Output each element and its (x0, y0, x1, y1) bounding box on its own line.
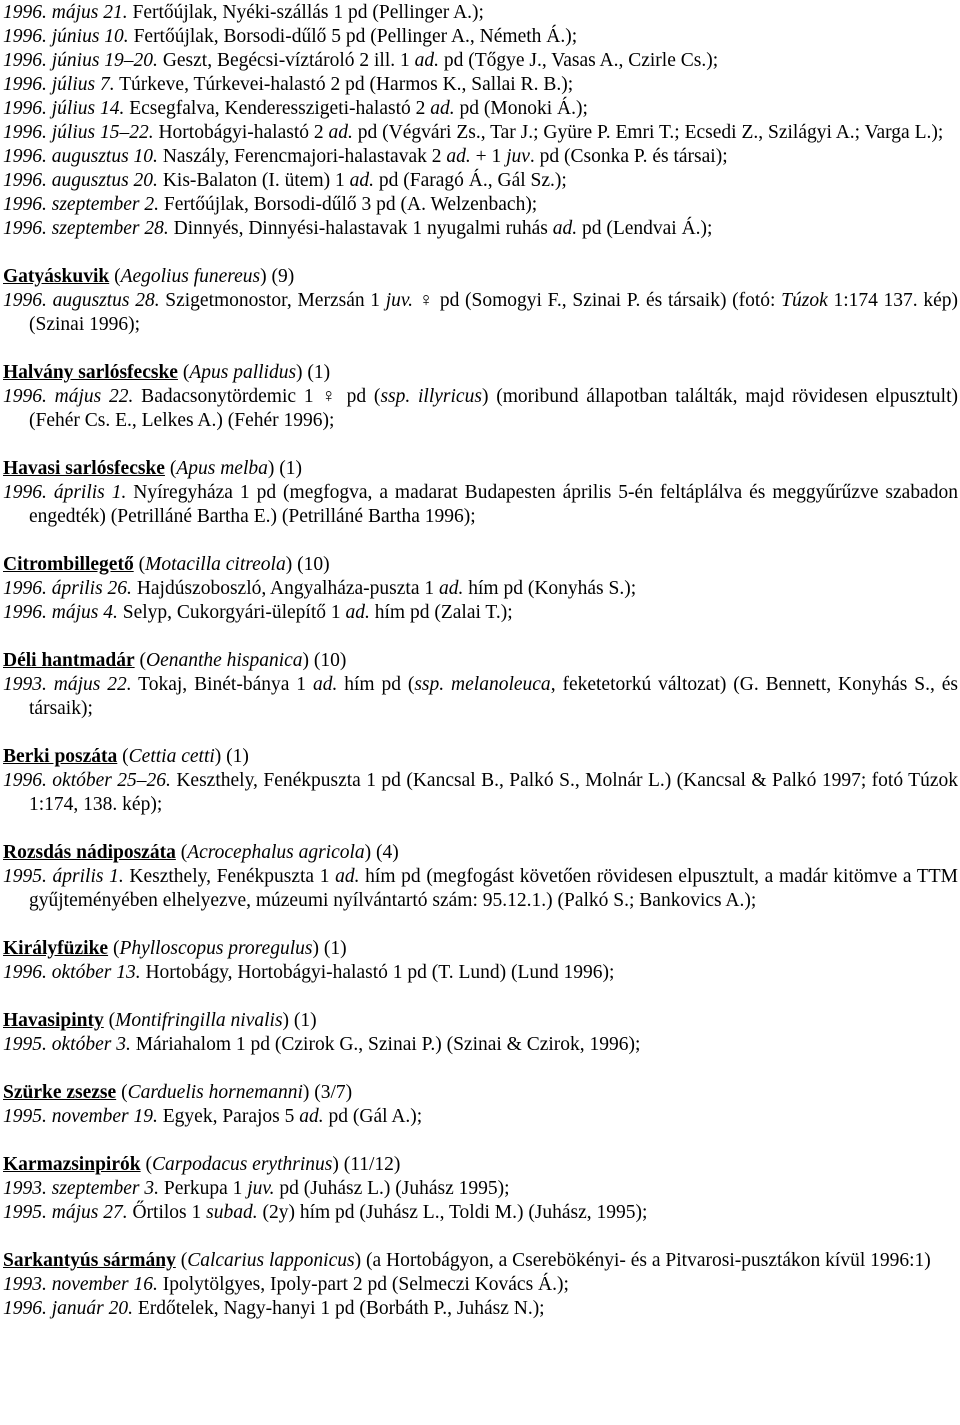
record-text: pd (Tőgye J., Vasas A., Czirle Cs.); (439, 50, 719, 71)
species-name-latin: Apus melba (176, 458, 268, 479)
top-records (3, 1, 958, 241)
record-abbrev: juv. (247, 1178, 275, 1199)
species-section (3, 1153, 958, 1225)
species-heading: Sarkantyús sármány (Calcarius lapponicus) (a Hortobágyon, a Cserebökényi- és a Pitvarosi-pusztákon kívül 1996:1) (3, 1250, 931, 1271)
record-text: Hortobágyi-halastó 2 (153, 122, 329, 143)
species-count: (a Hortobágyon, a Cserebökényi- és a Pitvarosi-pusztákon kívül 1996:1) (361, 1250, 931, 1271)
record-line (3, 217, 958, 241)
species-count: (1) (302, 362, 331, 383)
record-text: Tokaj, Binét-bánya 1 (131, 674, 313, 695)
species-count: (1) (289, 1010, 317, 1031)
species-section (3, 553, 958, 625)
species-name-hu: Rozsdás nádiposzáta (3, 842, 176, 863)
record-text: pd (Faragó Á., Gál Sz.); (374, 170, 567, 191)
record-text: 1:174 137. kép) (Szinai 1996); (29, 290, 959, 335)
species-count: (3/7) (309, 1082, 353, 1103)
record-date: 1996. május 22. (3, 386, 134, 407)
record-abbrev: ad. (414, 50, 439, 71)
record-date: 1996. május 4. (3, 602, 118, 623)
record-text: Nyíregyháza 1 pd (megfogva, a madarat Budapesten április 5-én feltáplálva és meggyűrűzve szabadon engedték) (Petrilláné Bartha E.) (Petrilláné Bartha 1996); (29, 482, 958, 527)
record-date: 1995. május 27. (3, 1202, 128, 1223)
species-section (3, 457, 958, 529)
record-line (3, 481, 958, 529)
record-abbrev: ad. (349, 170, 375, 191)
species-name-latin: Motacilla citreola (145, 554, 286, 575)
record-date: 1996. június 19–20. (3, 50, 158, 71)
record-text: (2y) hím pd (Juhász L., Toldi M.) (Juhász, 1995); (257, 1202, 648, 1223)
species-name-hu: Gatyáskuvik (3, 266, 110, 287)
record-text: hím pd (megfogást követően rövidesen elpusztult, a madár kitömve a TTM gyűjteményében elhelyezve, múzeumi nyílvántartó szám: 95.12.1.) (Palkó S.; Bankovics A.); (29, 866, 958, 911)
record-date: 1993. november 16. (3, 1274, 158, 1295)
record-text: + 1 (470, 146, 507, 167)
species-heading: Déli hantmadár (Oenanthe hispanica) (10) (3, 650, 347, 671)
species-name-hu: Déli hantmadár (3, 650, 135, 671)
record-text: ) (moribund állapotban találták, majd rövidesen elpusztult) (Fehér Cs. E., Lelkes A.) (Fehér 1996); (29, 386, 959, 431)
species-section (3, 1009, 958, 1057)
record-abbrev: ad. (299, 1106, 324, 1127)
record-text: Perkupa 1 (158, 1178, 248, 1199)
record-date: 1996. április 1. (3, 482, 127, 503)
record-abbrev: juv (506, 146, 530, 167)
species-heading: Királyfüzike (Phylloscopus proregulus) (1) (3, 938, 347, 959)
species-count: (10) (292, 554, 330, 575)
record-line (3, 865, 958, 913)
record-text: , feketetorkú változat) (G. Bennett, Konyhás S., és társaik); (29, 674, 958, 719)
record-line (3, 121, 958, 145)
record-date: 1993. szeptember 3. (3, 1178, 159, 1199)
species-heading: Havasipinty (Montifringilla nivalis) (1) (3, 1010, 317, 1031)
species-section (3, 937, 958, 985)
species-count: (11/12) (338, 1154, 401, 1175)
species-section (3, 1249, 958, 1321)
record-text: Naszály, Ferencmajori-halastavak 2 (157, 146, 447, 167)
species-name-latin: Aegolius funereus (120, 266, 261, 287)
species-name-hu: Citrombillegető (3, 554, 134, 575)
record-line (3, 385, 958, 433)
record-line (3, 1033, 958, 1057)
record-line (3, 1297, 958, 1321)
record-date: 1996. június 10. (3, 26, 129, 47)
record-text: Hajdúszoboszló, Angyalháza-puszta 1 (131, 578, 439, 599)
species-section (3, 649, 958, 721)
record-line (3, 97, 958, 121)
record-text: Keszthely, Fenékpuszta 1 (123, 866, 336, 887)
record-text: Fertőújlak, Borsodi-dűlő 3 pd (A. Welzenbach); (158, 194, 538, 215)
record-date: 1996. szeptember 2. (3, 194, 159, 215)
record-text: Szigetmonostor, Merzsán 1 (159, 290, 386, 311)
record-line (3, 673, 958, 721)
species-heading: Halvány sarlósfecske (Apus pallidus) (1) (3, 362, 331, 383)
record-line (3, 1, 958, 25)
record-text: Erdőtelek, Nagy-hanyi 1 pd (Borbáth P., Juhász N.); (133, 1298, 545, 1319)
record-text: Fertőújlak, Borsodi-dűlő 5 pd (Pellinger A., Németh Á.); (128, 26, 578, 47)
record-date: 1996. október 13. (3, 962, 141, 983)
record-abbrev: ad. (446, 146, 471, 167)
record-line (3, 193, 958, 217)
record-date: 1996. augusztus 28. (3, 290, 160, 311)
species-name-latin: Oenanthe hispanica (146, 650, 303, 671)
record-date: 1995. október 3. (3, 1034, 131, 1055)
record-text: . pd (Csonka P. és társai); (529, 146, 728, 167)
record-abbrev: ad. (335, 866, 360, 887)
record-date: 1995. április 1. (3, 866, 124, 887)
record-abbrev: ad. (328, 122, 353, 143)
record-abbrev: juv. (385, 290, 413, 311)
record-text: Egyek, Parajos 5 (157, 1106, 300, 1127)
record-abbrev: ssp. melanoleuca (414, 674, 551, 695)
species-name-latin: Carduelis hornemanni (127, 1082, 303, 1103)
species-name-hu: Sarkantyús sármány (3, 1250, 176, 1271)
species-heading: Szürke zsezse (Carduelis hornemanni) (3/7) (3, 1082, 353, 1103)
record-abbrev: Túzok (781, 290, 828, 311)
species-name-hu: Havasipinty (3, 1010, 104, 1031)
record-text: Máriahalom 1 pd (Czirok G., Szinai P.) (Szinai & Czirok, 1996); (130, 1034, 641, 1055)
species-heading: Citrombillegető (Motacilla citreola) (10) (3, 554, 330, 575)
record-line (3, 601, 958, 625)
record-date: 1996. augusztus 10. (3, 146, 158, 167)
species-heading: Gatyáskuvik (Aegolius funereus) (9) (3, 266, 295, 287)
record-abbrev: subad. (206, 1202, 258, 1223)
record-abbrev: ad. (430, 98, 455, 119)
species-section (3, 265, 958, 337)
species-name-hu: Berki poszáta (3, 746, 118, 767)
record-text: Fertőújlak, Nyéki-szállás 1 pd (Pellinger A.); (127, 2, 484, 23)
record-line (3, 73, 958, 97)
record-line (3, 49, 958, 73)
species-name-hu: Királyfüzike (3, 938, 109, 959)
record-text: ♀ pd (Somogyi F., Szinai P. és társaik) (fotó: (413, 290, 782, 311)
record-text: pd (Gál A.); (323, 1106, 423, 1127)
record-date: 1996. július 15–22. (3, 122, 154, 143)
species-section (3, 745, 958, 817)
record-date: 1995. november 19. (3, 1106, 158, 1127)
record-text: Keszthely, Fenékpuszta 1 pd (Kancsal B., Palkó S., Molnár L.) (Kancsal & Palkó 1997; fotó Túzok 1:174, 138. kép); (29, 770, 958, 815)
species-name-hu: Havasi sarlósfecske (3, 458, 165, 479)
species-name-latin: Calcarius lapponicus (187, 1250, 355, 1271)
species-count: (9) (266, 266, 295, 287)
record-text: hím pd (Zalai T.); (369, 602, 513, 623)
species-section (3, 1081, 958, 1129)
record-abbrev: ad. (312, 674, 338, 695)
record-text: pd (Juhász L.) (Juhász 1995); (274, 1178, 510, 1199)
species-count: (1) (318, 938, 347, 959)
record-line (3, 145, 958, 169)
species-name-hu: Szürke zsezse (3, 1082, 117, 1103)
record-abbrev: ad. (345, 602, 370, 623)
record-text: Túrkeve, Túrkevei-halastó 2 pd (Harmos K., Sallai R. B.); (114, 74, 574, 95)
record-line (3, 289, 958, 337)
species-count: (4) (371, 842, 399, 863)
species-section (3, 841, 958, 913)
record-date: 1996. április 26. (3, 578, 132, 599)
record-date: 1993. május 22. (3, 674, 132, 695)
species-count: (1) (274, 458, 302, 479)
species-heading: Karmazsinpirók (Carpodacus erythrinus) (11/12) (3, 1154, 401, 1175)
species-name-latin: Phylloscopus proregulus (119, 938, 313, 959)
record-text: Ipolytölgyes, Ipoly-part 2 pd (Selmeczi Kovács Á.); (157, 1274, 569, 1295)
species-heading: Rozsdás nádiposzáta (Acrocephalus agricola) (4) (3, 842, 399, 863)
record-text: Badacsonytördemic 1 ♀ pd ( (133, 386, 381, 407)
species-name-hu: Halvány sarlósfecske (3, 362, 178, 383)
record-line (3, 1201, 958, 1225)
record-date: 1996. október 25–26. (3, 770, 171, 791)
record-date: 1996. január 20. (3, 1298, 134, 1319)
record-text: pd (Lendvai Á.); (577, 218, 713, 239)
species-name-latin: Acrocephalus agricola (187, 842, 365, 863)
record-text: Dinnyés, Dinnyési-halastavak 1 nyugalmi ruhás (168, 218, 553, 239)
record-abbrev: ssp. illyricus (380, 386, 482, 407)
record-text: Geszt, Begécsi-víztároló 2 ill. 1 (157, 50, 415, 71)
record-date: 1996. július 7. (3, 74, 115, 95)
record-line (3, 1105, 958, 1129)
record-line (3, 769, 958, 817)
record-line (3, 25, 958, 49)
record-text: hím pd (Konyhás S.); (463, 578, 637, 599)
species-count: (1) (221, 746, 249, 767)
record-abbrev: ad. (438, 578, 464, 599)
record-text: Kis-Balaton (I. ütem) 1 (157, 170, 350, 191)
species-heading: Havasi sarlósfecske (Apus melba) (1) (3, 458, 302, 479)
record-text: Selyp, Cukorgyári-ülepítő 1 (117, 602, 346, 623)
record-text: Őrtilos 1 (127, 1202, 207, 1223)
record-text: pd (Végvári Zs., Tar J.; Gyüre P. Emri T.; Ecsedi Z., Szilágyi A.; Varga L.); (352, 122, 944, 143)
record-line (3, 169, 958, 193)
record-abbrev: ad. (552, 218, 578, 239)
record-text: Hortobágy, Hortobágyi-halastó 1 pd (T. Lund) (Lund 1996); (140, 962, 615, 983)
record-date: 1996. szeptember 28. (3, 218, 169, 239)
record-line (3, 1273, 958, 1297)
species-name-latin: Montifringilla nivalis (115, 1010, 283, 1031)
species-heading: Berki poszáta (Cettia cetti) (1) (3, 746, 249, 767)
species-name-latin: Apus pallidus (189, 362, 297, 383)
species-name-hu: Karmazsinpirók (3, 1154, 141, 1175)
record-text: pd (Monoki Á.); (454, 98, 588, 119)
record-text: hím pd ( (337, 674, 415, 695)
species-name-latin: Cettia cetti (128, 746, 215, 767)
record-line (3, 1177, 958, 1201)
record-date: 1996. május 21. (3, 2, 128, 23)
record-date: 1996. július 14. (3, 98, 125, 119)
species-count: (10) (309, 650, 347, 671)
record-line (3, 961, 958, 985)
record-text: Ecsegfalva, Kenderesszigeti-halastó 2 (124, 98, 431, 119)
species-section (3, 361, 958, 433)
species-name-latin: Carpodacus erythrinus (151, 1154, 333, 1175)
record-date: 1996. augusztus 20. (3, 170, 158, 191)
record-line (3, 577, 958, 601)
